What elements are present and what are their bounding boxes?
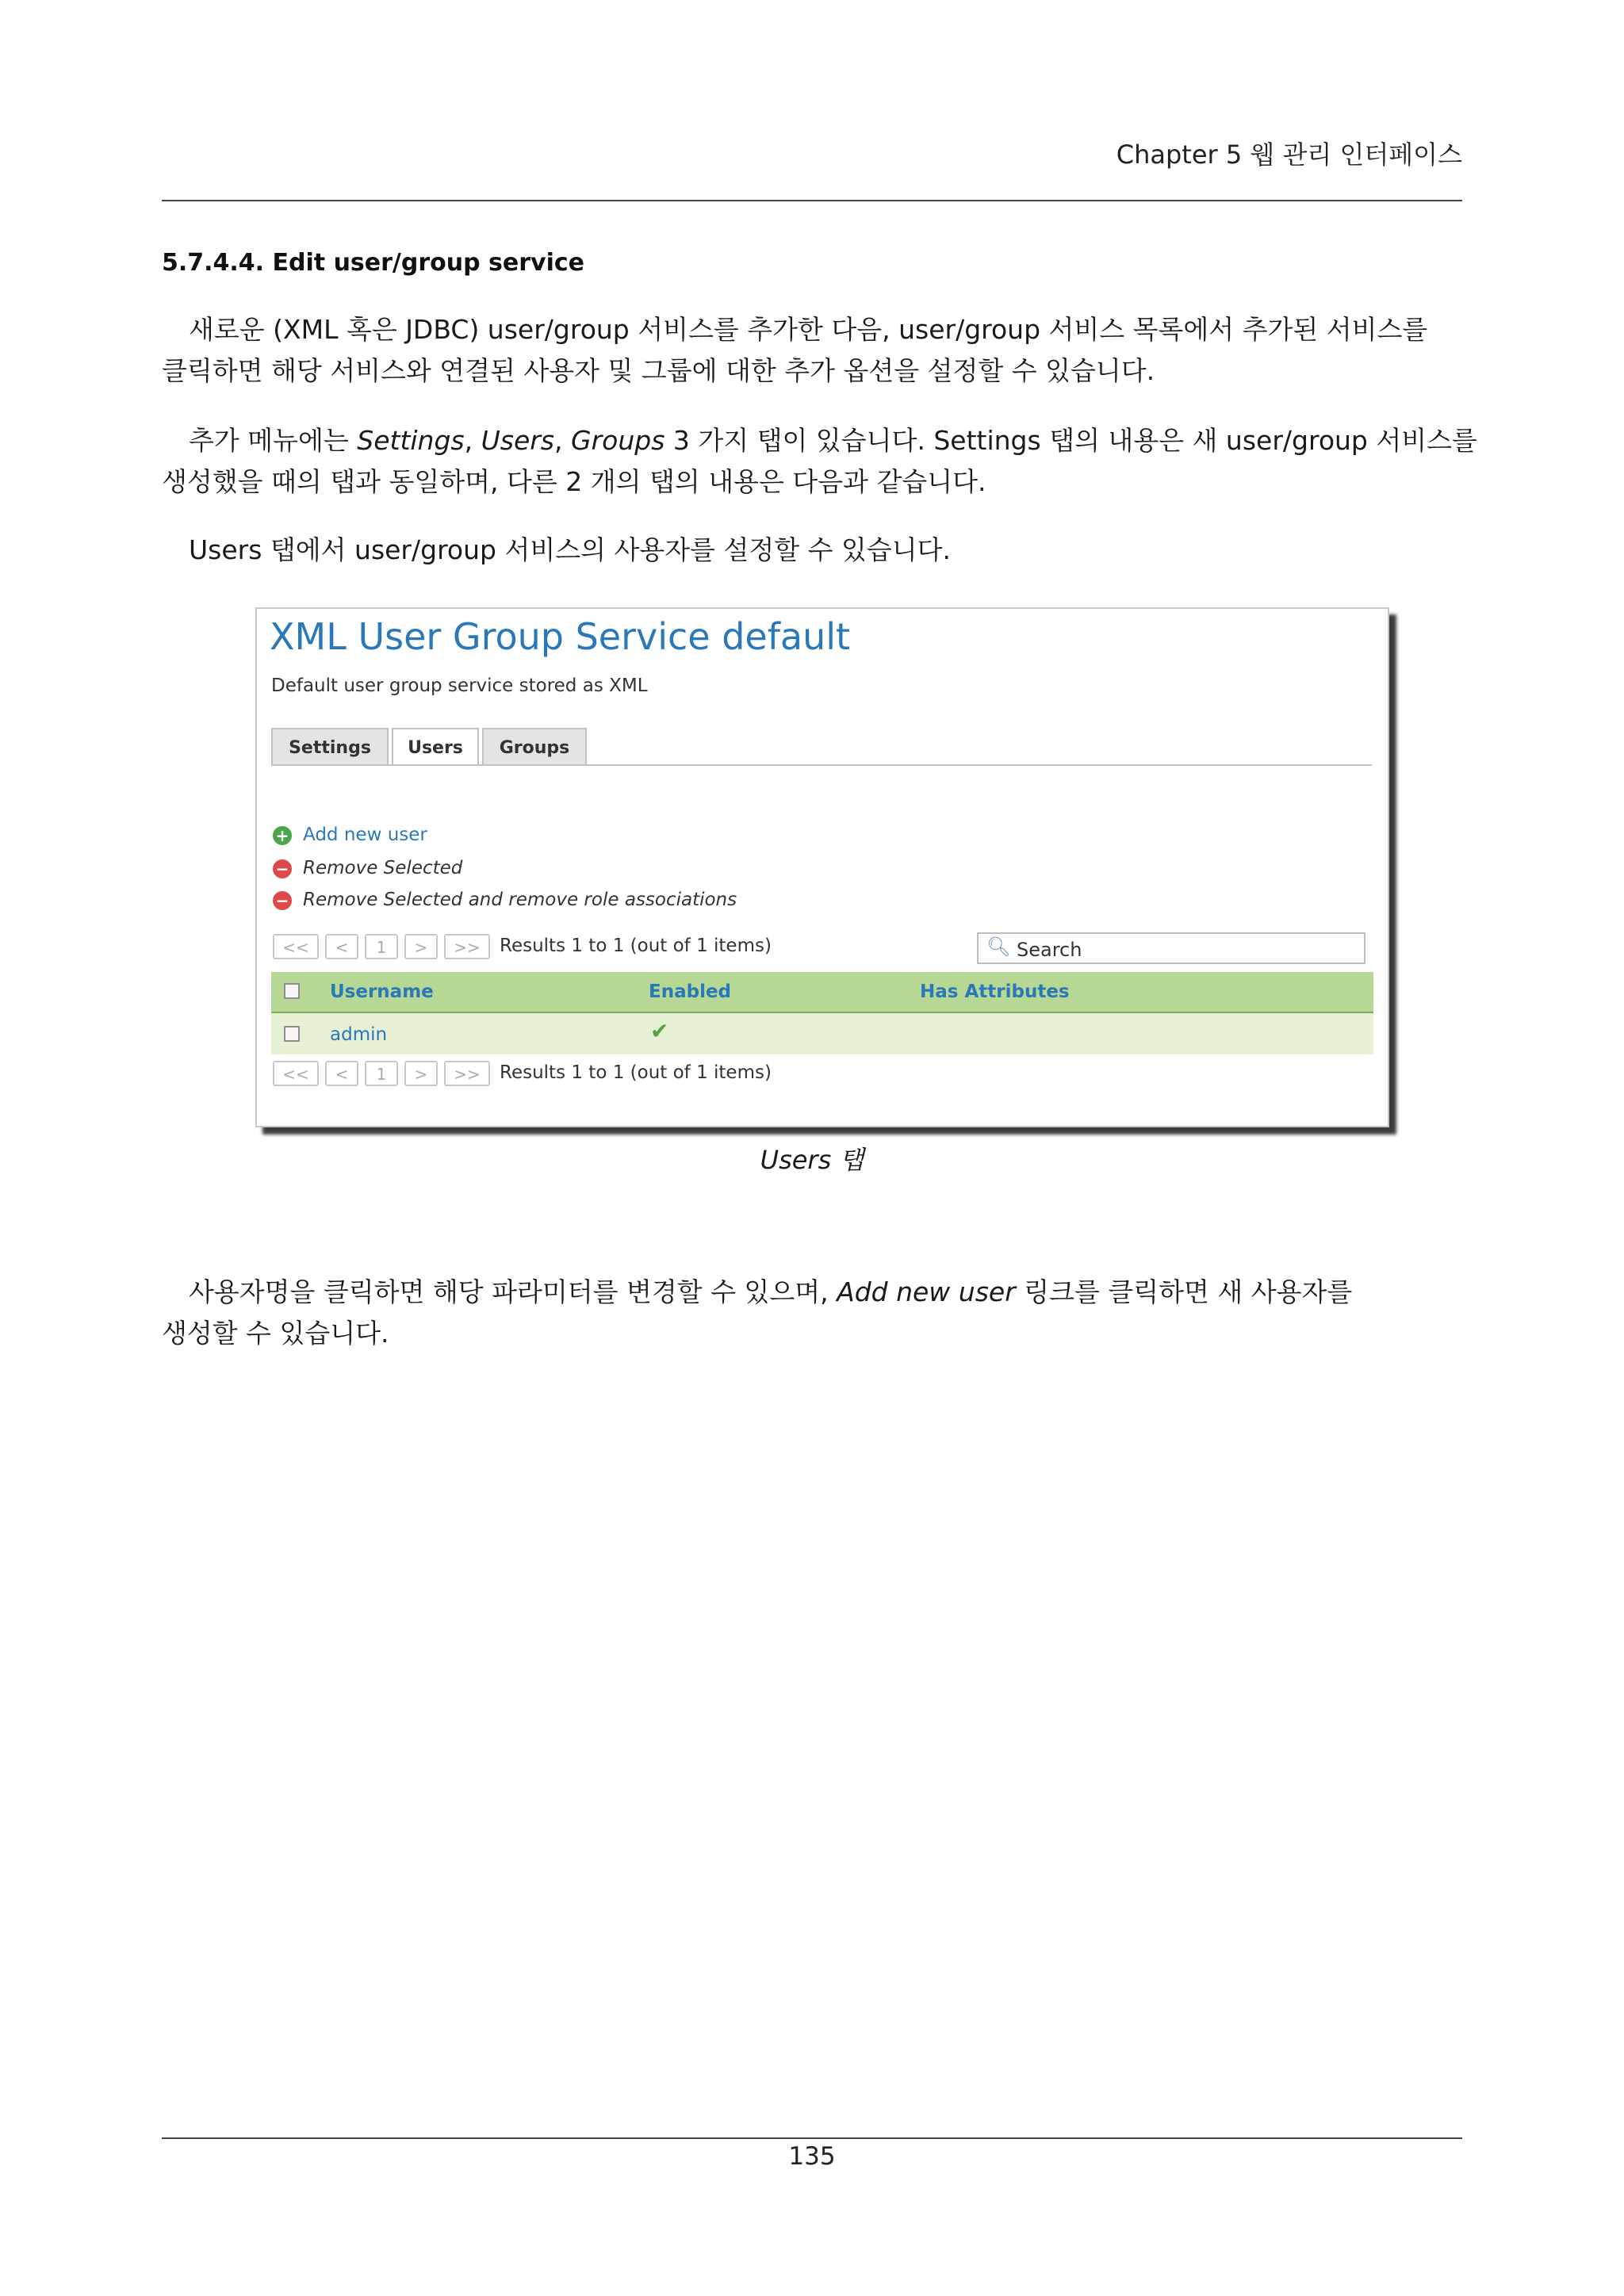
table-row xyxy=(271,1013,1373,1054)
tab-groups[interactable]: Groups xyxy=(482,728,587,766)
select-all-checkbox[interactable] xyxy=(284,983,300,999)
column-enabled[interactable]: Enabled xyxy=(649,982,732,1002)
users-tab-screenshot xyxy=(255,607,1389,1127)
pager-last-button[interactable]: >> xyxy=(444,934,490,959)
p2-sep1: , xyxy=(464,425,481,456)
service-title: XML User Group Service default xyxy=(270,615,851,658)
section-heading: 5.7.4.4. Edit user/group service xyxy=(162,249,584,277)
footer-rule xyxy=(162,2137,1462,2139)
pager-page-button[interactable]: 1 xyxy=(365,1061,398,1086)
p2-sep2: , xyxy=(554,425,571,456)
pager-first-button[interactable]: << xyxy=(273,934,319,959)
pager-next-button[interactable]: > xyxy=(404,934,438,959)
add-new-user-label: Add new user xyxy=(303,825,427,845)
pager-first-button[interactable]: << xyxy=(273,1061,319,1086)
paragraph-4 xyxy=(162,1272,1462,1354)
p2-pre: 추가 메뉴에는 xyxy=(189,425,358,456)
paragraph-1-line-2: 클릭하면 해당 서비스와 연결된 사용자 및 그룹에 대한 추가 옵션을 설정할 수 있습니다. xyxy=(162,355,1155,386)
username-link[interactable]: admin xyxy=(330,1024,388,1045)
pager-next-button[interactable]: > xyxy=(404,1061,438,1086)
p4-post: 링크를 클릭하면 새 사용자를 xyxy=(1015,1276,1353,1307)
paragraph-3 xyxy=(162,530,1462,571)
pager-prev-button[interactable]: < xyxy=(325,934,358,959)
page-number: 135 xyxy=(788,2142,836,2171)
minus-circle-icon: − xyxy=(273,859,292,878)
pager-last-button[interactable]: >> xyxy=(444,1061,490,1086)
remove-selected-label: Remove Selected xyxy=(303,858,463,878)
search-placeholder: Search xyxy=(1017,939,1082,961)
p4-add-new-user: Add new user xyxy=(837,1276,1016,1307)
pager-results: Results 1 to 1 (out of 1 items) xyxy=(500,936,772,956)
tab-settings[interactable]: Settings xyxy=(271,728,389,766)
paragraph-4-line-1 xyxy=(162,1272,1462,1313)
p2-settings: Settings xyxy=(357,425,465,456)
paragraph-2-line-2: 생성했을 때의 탭과 동일하며, 다른 2 개의 탭의 내용은 다음과 같습니다. xyxy=(162,466,986,497)
row-checkbox[interactable] xyxy=(284,1026,300,1042)
magnifier-icon: 🔍︎ xyxy=(986,936,1011,958)
table-header xyxy=(271,972,1373,1013)
plus-circle-icon: + xyxy=(273,826,292,845)
service-subtitle: Default user group service stored as XML xyxy=(271,675,648,696)
paragraph-4-line-2: 생성할 수 있습니다. xyxy=(162,1318,389,1349)
p2-groups: Groups xyxy=(571,425,665,456)
paragraph-2-line-1 xyxy=(162,420,1477,461)
p4-pre: 사용자명을 클릭하면 해당 파라미터를 변경할 수 있으며, xyxy=(189,1276,837,1307)
search-input[interactable] xyxy=(977,932,1365,964)
minus-circle-icon: − xyxy=(273,891,292,910)
figure-caption: Users 탭 xyxy=(760,1145,864,1175)
users-table xyxy=(271,972,1373,1054)
paragraph-3-line-1: Users 탭에서 user/group 서비스의 사용자를 설정할 수 있습니다. xyxy=(189,534,951,565)
p2-post: 3 가지 탭이 있습니다. Settings 탭의 내용은 새 user/group 서비스를 xyxy=(665,425,1477,456)
paragraph-1-line-1: 새로운 (XML 혹은 JDBC) user/group 서비스를 추가한 다음, user/group 서비스 목록에서 추가된 서비스를 xyxy=(189,314,1428,345)
remove-roles-label: Remove Selected and remove role associations xyxy=(303,890,737,910)
column-has-attributes[interactable]: Has Attributes xyxy=(920,982,1070,1002)
pager-page-button[interactable]: 1 xyxy=(365,934,398,959)
header-rule xyxy=(162,200,1462,201)
column-username[interactable]: Username xyxy=(330,982,434,1002)
tab-users[interactable]: Users xyxy=(392,728,479,766)
chapter-header: Chapter 5 웹 관리 인터페이스 xyxy=(1116,140,1462,170)
pager-results: Results 1 to 1 (out of 1 items) xyxy=(500,1062,772,1083)
p2-users: Users xyxy=(481,425,555,456)
paragraph-2 xyxy=(162,420,1477,503)
checkmark-icon: ✔ xyxy=(650,1018,669,1044)
tab-underline xyxy=(271,764,1372,766)
pager-prev-button[interactable]: < xyxy=(325,1061,358,1086)
paragraph-1 xyxy=(162,309,1462,392)
